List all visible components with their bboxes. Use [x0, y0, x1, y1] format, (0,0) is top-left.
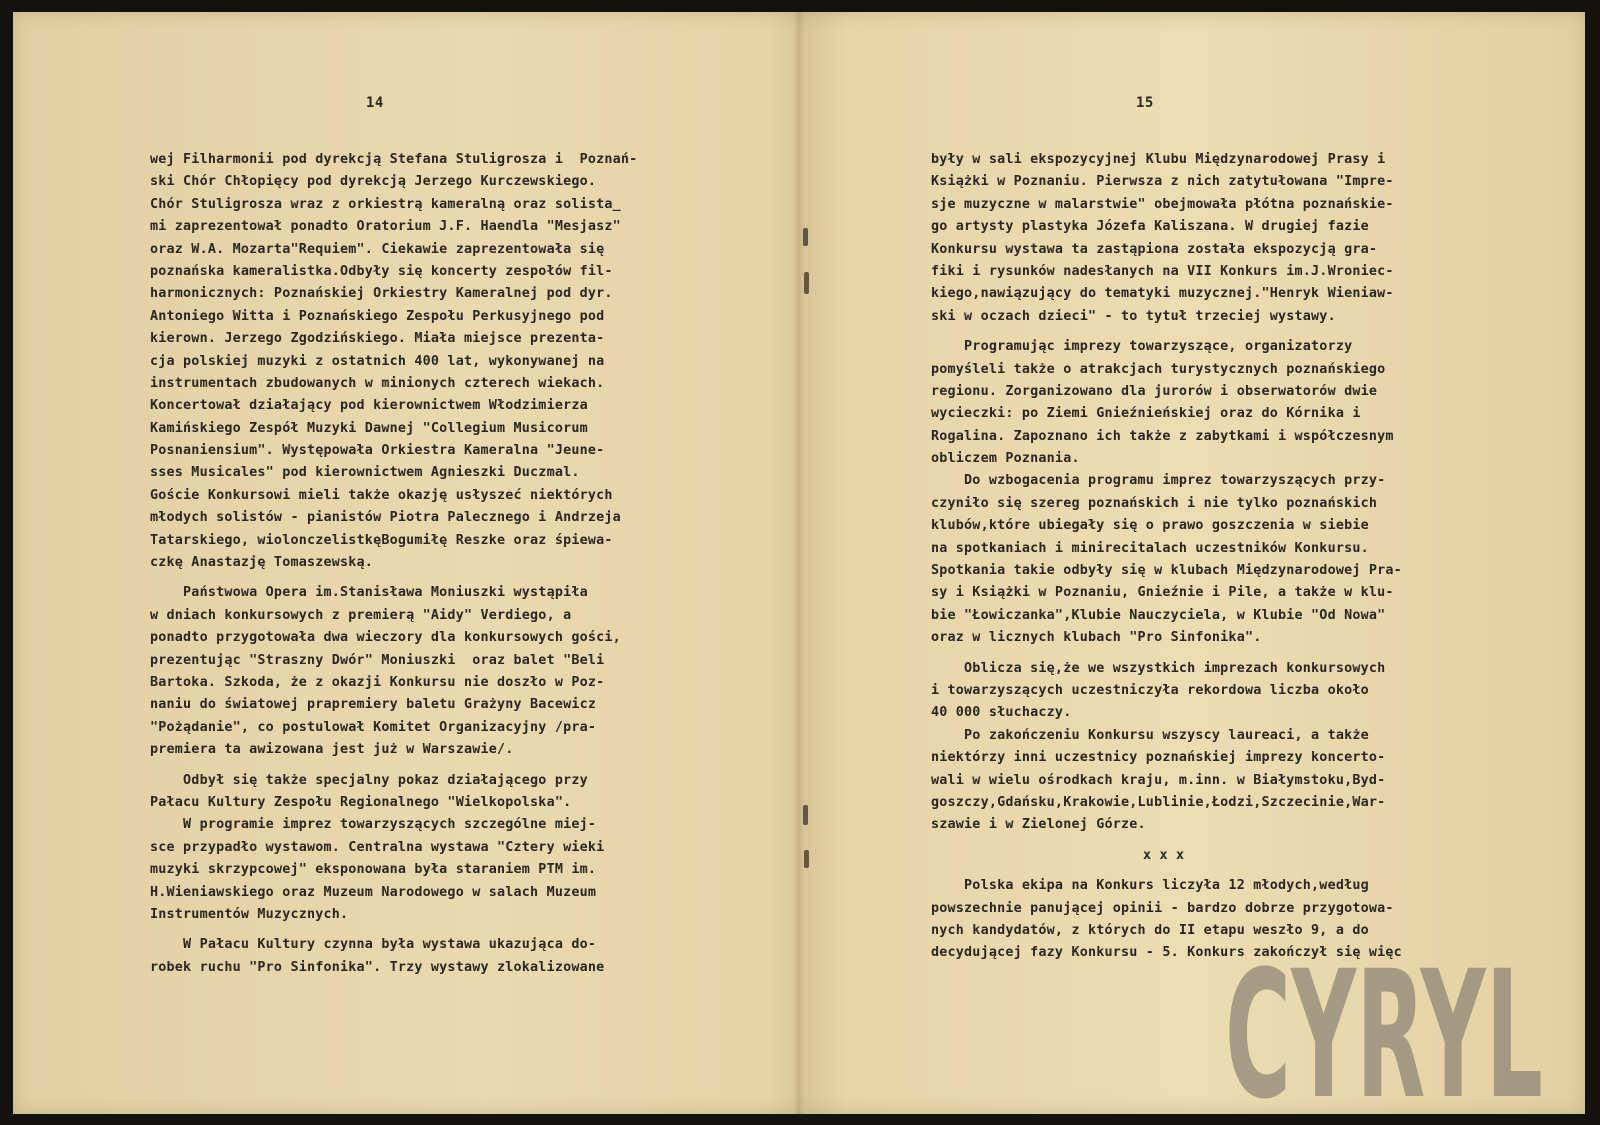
page-body-text	[150, 149, 637, 979]
text-line: kierown. Jerzego Zgodzińskiego. Miała miejsce prezenta-	[150, 331, 605, 347]
left-page	[13, 12, 799, 1114]
page-spread	[13, 12, 1585, 1114]
text-line: czkę Anastazję Tomaszewską.	[150, 555, 374, 571]
text-line: regionu. Zorganizowano dla jurorów i obserwatorów dwie	[931, 383, 1378, 399]
text-line: oraz W.A. Mozarta"Requiem". Ciekawie zaprezentowała się	[150, 241, 605, 257]
text-line: robek ruchu "Pro Sinfonika". Trzy wystawy zlokalizowane	[150, 959, 605, 975]
text-line: Programując imprezy towarzyszące, organizatorzy	[931, 339, 1353, 355]
text-line: Koncertował działający pod kierownictwem Włodzimierza	[150, 398, 588, 414]
svg-text:CYRYL: CYRYL	[1225, 933, 1543, 1108]
text-line: na spotkaniach i minirecitalach uczestników Konkursu.	[931, 540, 1369, 556]
text-line: wej Filharmonii pod dyrekcją Stefana Stuligrosza i Poznań-	[150, 152, 638, 167]
text-line: mi zaprezentował ponadto Oratorium J.F. Haendla "Mesjasz"	[150, 219, 621, 235]
text-line: muzyki skrzypcowej" eksponowana była staraniem PTM im.	[150, 862, 597, 878]
text-line: Państwowa Opera im.Stanisława Moniuszki wystąpiła	[150, 585, 588, 601]
section-separator: x x x	[1143, 847, 1185, 863]
text-line: klubów,które ubiegały się o prawo goszczenia w siebie	[931, 518, 1369, 534]
text-line: były w sali ekspozycyjnej Klubu Międzynarodowej Prasy i	[931, 152, 1386, 167]
text-line: fiki i rysunków nadesłanych na VII Konkurs im.J.Wroniec-	[931, 263, 1394, 279]
text-line: sy i Książki w Poznaniu, Gnieźnie i Pile, a także w klu-	[931, 585, 1394, 601]
text-line: Książki w Poznaniu. Pierwsza z nich zatytułowana "Impre-	[931, 174, 1394, 190]
text-line: H.Wieniawskiego oraz Muzeum Narodowego w salach Muzeum	[150, 884, 597, 900]
text-line: ski Chór Chłopięcy pod dyrekcją Jerzego Kurczewskiego.	[150, 174, 597, 190]
text-line: czyniło się szereg poznańskich i nie tylko poznańskich	[931, 495, 1378, 511]
page-number: 14	[366, 95, 384, 111]
text-line: naniu do światowej prapremiery baletu Grażyny Bacewicz	[150, 697, 597, 713]
text-line: Spotkania takie odbyły się w klubach Międzynarodowej Pra-	[931, 563, 1402, 579]
paragraph-gap	[931, 650, 1402, 658]
text-line: sce przypadło wystawom. Centralna wystawa "Cztery wieki	[150, 839, 605, 855]
text-line: cja polskiej muzyki z ostatnich 400 lat, wykonywanej na	[150, 353, 605, 369]
text-line: goszczy,Gdańsku,Krakowie,Lublinie,Łodzi,Szczecinie,War-	[931, 794, 1386, 810]
text-line: wali w wielu ośrodkach kraju, m.inn. w Białymstoku,Byd-	[931, 772, 1386, 788]
text-line: poznańska kameralistka.Odbyły się koncerty zespołów fil-	[150, 263, 613, 279]
text-line: oraz w licznych klubach "Pro Sinfonika".	[931, 630, 1262, 646]
text-line: ski w oczach dzieci" - to tytuł trzeciej wystawy.	[931, 308, 1336, 324]
text-line: wycieczki: po Ziemi Gnieźnieńskiej oraz do Kórnika i	[931, 406, 1361, 422]
text-line: pomyśleli także o atrakcjach turystycznych poznańskiego	[931, 361, 1386, 377]
text-line: w dniach konkursowych z premierą "Aidy" Verdiego, a	[150, 607, 572, 623]
text-line: Pałacu Kultury Zespołu Regionalnego "Wielkopolska".	[150, 794, 572, 810]
text-line: sje muzyczne w malarstwie" obejmowała płótna poznańskie-	[931, 196, 1394, 212]
paragraph-gap	[150, 762, 637, 770]
text-line: Kamińskiego Zespół Muzyki Dawnej "Collegium Musicorum	[150, 420, 588, 436]
text-line: Oblicza się,że we wszystkich imprezach konkursowych	[931, 660, 1386, 676]
cyryl-watermark-logo	[1225, 928, 1545, 1108]
text-line: Bartoka. Szkoda, że z okazji Konkursu nie doszło w Poz-	[150, 674, 605, 690]
text-line: Konkursu wystawa ta zastąpiona została ekspozycją gra-	[931, 241, 1378, 257]
text-line: harmonicznych: Poznańskiej Orkiestry Kameralnej pod dyr.	[150, 286, 613, 302]
text-line: decydującej fazy Konkursu - 5. Konkurs zakończył się więc	[931, 945, 1402, 961]
text-line: premiera ta awizowana jest już w Warszawie/.	[150, 742, 514, 758]
text-line: szawie i w Zielonej Górze.	[931, 817, 1146, 833]
text-line: ponadto przygotowała dwa wieczory dla konkursowych gości,	[150, 630, 621, 646]
text-line: młodych solistów - pianistów Piotra Palecznego i Andrzeja	[150, 510, 621, 526]
text-line: go artysty plastyka Józefa Kaliszana. W drugiej fazie	[931, 219, 1369, 235]
paragraph-gap	[931, 328, 1402, 336]
text-line: prezentując "Straszny Dwór" Moniuszki oraz balet "Beli	[150, 652, 605, 668]
text-line: powszechnie panującej opinii - bardzo dobrze przygotowa-	[931, 900, 1394, 916]
text-line: Chór Stuligrosza wraz z orkiestrą kameralną oraz solista_	[150, 196, 621, 212]
text-line: W Pałacu Kultury czynna była wystawa ukazująca do-	[150, 937, 597, 953]
text-line: 40 000 słuchaczy.	[931, 705, 1072, 721]
page-number: 15	[1136, 95, 1154, 111]
text-line: Do wzbogacenia programu imprez towarzyszących przy-	[931, 473, 1386, 489]
paragraph-gap	[150, 926, 637, 934]
text-line: niektórzy inni uczestnicy poznańskiej imprezy koncerto-	[931, 750, 1386, 766]
text-line: W programie imprez towarzyszących szczególne miej-	[150, 817, 597, 833]
text-line: Posnaniensium". Występowała Orkiestra Kameralna "Jeune-	[150, 443, 605, 459]
text-line: obliczem Poznania.	[931, 451, 1080, 467]
text-line: instrumentach zbudowanych w minionych czterech wiekach.	[150, 375, 605, 391]
text-line: Rogalina. Zapoznano ich także z zabytkami i współczesnym	[931, 428, 1394, 444]
text-line: Odbył się także specjalny pokaz działającego przy	[150, 772, 588, 788]
text-line: Po zakończeniu Konkursu wszyscy laureaci, a także	[931, 727, 1369, 743]
text-line: Tatarskiego, wiolonczelistkęBogumiłę Reszke oraz śpiewa-	[150, 532, 613, 548]
text-line: bie "Łowiczanka",Klubie Nauczyciela, w Klubie "Od Nowa"	[931, 607, 1386, 623]
paragraph-gap	[150, 574, 637, 582]
text-line: Goście Konkursowi mieli także okazję usłyszeć niektórych	[150, 487, 613, 503]
text-line: i towarzyszących uczestniczyła rekordowa liczba około	[931, 682, 1369, 698]
text-line: nych kandydatów, z których do II etapu weszło 9, a do	[931, 922, 1369, 938]
text-line: "Pożądanie", co postulował Komitet Organizacyjny /pra-	[150, 719, 597, 735]
text-line: Instrumentów Muzycznych.	[150, 906, 349, 922]
page-body-text	[931, 149, 1402, 965]
text-line: kiego,nawiązujący do tematyki muzycznej."Henryk Wieniaw-	[931, 286, 1394, 302]
text-line: Antoniego Witta i Poznańskiego Zespołu Perkusyjnego pod	[150, 308, 605, 324]
paragraph-gap	[931, 837, 1402, 845]
text-line: sses Musicales" pod kierownictwem Agnieszki Duczmal.	[150, 465, 580, 481]
paragraph-gap	[931, 867, 1402, 875]
text-line: Polska ekipa na Konkurs liczyła 12 młodych,według	[931, 878, 1369, 894]
